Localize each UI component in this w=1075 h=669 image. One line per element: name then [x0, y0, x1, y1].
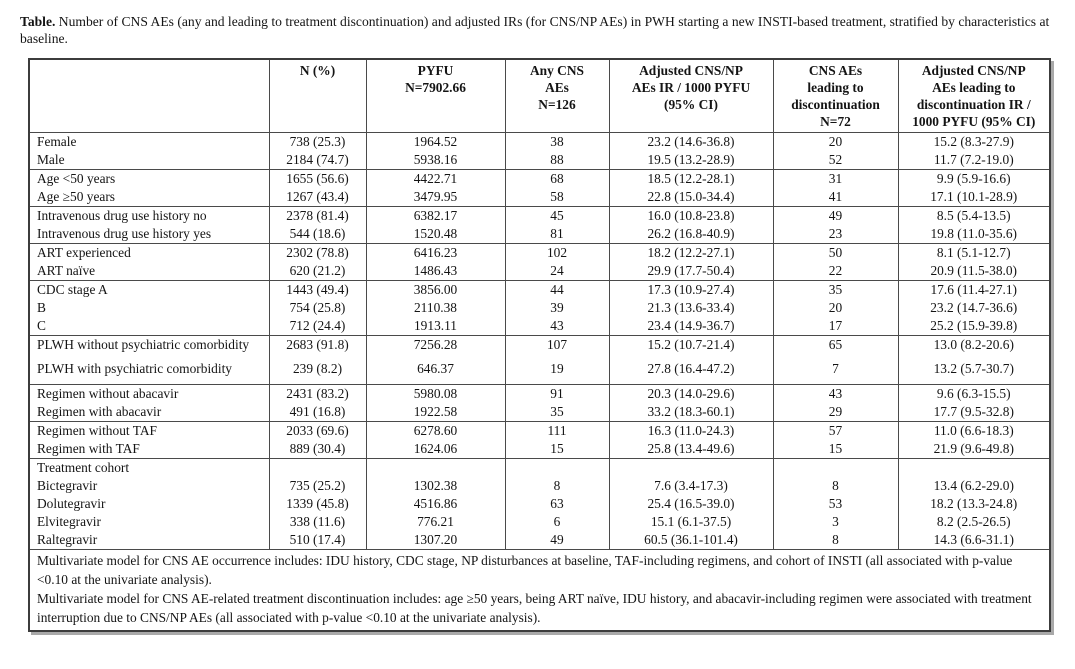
table-cell: 20	[773, 299, 898, 317]
table-cell: 21.3 (13.6-33.4)	[609, 299, 773, 317]
table-cell: 15	[773, 440, 898, 459]
table-caption-label: Table.	[20, 14, 56, 29]
table-cell	[773, 459, 898, 478]
table-cell: 14.3 (6.6-31.1)	[898, 531, 1050, 550]
table-cell: 13.0 (8.2-20.6)	[898, 336, 1050, 361]
table-row	[29, 151, 1050, 170]
table-cell: 13.2 (5.7-30.7)	[898, 360, 1050, 385]
table-cell: 1307.20	[366, 531, 505, 550]
table-cell: 338 (11.6)	[269, 513, 366, 531]
table-cell: 544 (18.6)	[269, 225, 366, 244]
table-row	[29, 207, 1050, 226]
column-header: Adjusted CNS/NP AEs IR / 1000 PYFU (95% CI)	[609, 59, 773, 133]
table-cell: 8	[505, 477, 609, 495]
row-label: Intravenous drug use history no	[29, 207, 269, 226]
table-cell: 9.6 (6.3-15.5)	[898, 385, 1050, 404]
table-cell: 31	[773, 170, 898, 189]
footnote-row	[29, 550, 1050, 632]
table-cell: 2431 (83.2)	[269, 385, 366, 404]
row-label: Male	[37, 152, 65, 167]
table-cell: 102	[505, 244, 609, 263]
table-cell: 2302 (78.8)	[269, 244, 366, 263]
table-cell: 19.5 (13.2-28.9)	[609, 151, 773, 170]
table-cell: 25.2 (15.9-39.8)	[898, 317, 1050, 336]
row-label: PLWH with psychiatric comorbidity	[37, 361, 232, 376]
table-cell: 81	[505, 225, 609, 244]
column-header: N (%)	[269, 59, 366, 133]
table-cell: 776.21	[366, 513, 505, 531]
table-cell: 18.5 (12.2-28.1)	[609, 170, 773, 189]
table-cell	[269, 459, 366, 478]
table-row	[29, 360, 1050, 385]
column-header: PYFU N=7902.66	[366, 59, 505, 133]
row-label: Raltegravir	[37, 532, 98, 547]
table-cell: 60.5 (36.1-101.4)	[609, 531, 773, 550]
table-cell: 39	[505, 299, 609, 317]
table-cell: 43	[505, 317, 609, 336]
table-cell: 491 (16.8)	[269, 403, 366, 422]
table-row	[29, 317, 1050, 336]
table-cell: 44	[505, 281, 609, 300]
table-cell: 91	[505, 385, 609, 404]
table-cell: 1624.06	[366, 440, 505, 459]
table-row	[29, 477, 1050, 495]
table-cell: 57	[773, 422, 898, 441]
table-cell	[366, 459, 505, 478]
table-cell: 2033 (69.6)	[269, 422, 366, 441]
table-row	[29, 299, 1050, 317]
row-label: Bictegravir	[37, 478, 98, 493]
row-label: ART experienced	[29, 244, 269, 263]
table-cell: 239 (8.2)	[269, 360, 366, 385]
data-table	[28, 58, 1051, 632]
table-cell: 17	[773, 317, 898, 336]
row-label: Age <50 years	[29, 170, 269, 189]
row-label: PLWH without psychiatric comorbidity	[29, 336, 269, 361]
table-cell: 53	[773, 495, 898, 513]
row-label: Regimen with TAF	[37, 441, 140, 456]
row-label: CDC stage A	[29, 281, 269, 300]
table-cell: 15.2 (10.7-21.4)	[609, 336, 773, 361]
table-row	[29, 440, 1050, 459]
row-label: ART naïve	[37, 263, 96, 278]
table-cell: 738 (25.3)	[269, 133, 366, 152]
table-header	[29, 59, 1050, 133]
table-cell: 3856.00	[366, 281, 505, 300]
table-cell: 52	[773, 151, 898, 170]
table-cell: 2683 (91.8)	[269, 336, 366, 361]
table-cell: 29	[773, 403, 898, 422]
table-cell: 29.9 (17.7-50.4)	[609, 262, 773, 281]
table-cell: 107	[505, 336, 609, 361]
table-cell: 23.2 (14.6-36.8)	[609, 133, 773, 152]
table-cell: 49	[773, 207, 898, 226]
table-cell: 1302.38	[366, 477, 505, 495]
row-label: Dolutegravir	[37, 496, 106, 511]
table-cell: 6416.23	[366, 244, 505, 263]
table-row	[29, 495, 1050, 513]
table-row	[29, 385, 1050, 404]
table-caption-text: Number of CNS AEs (any and leading to treatment discontinuation) and adjusted IRs (for CNS/NP AEs) in PWH starting a new INSTI-based treatment, stratified by characteristics at baseline.	[20, 14, 1050, 46]
column-header	[29, 59, 269, 133]
row-label: Regimen without abacavir	[29, 385, 269, 404]
table-cell: 38	[505, 133, 609, 152]
table-cell: 25.4 (16.5-39.0)	[609, 495, 773, 513]
table-cell: 8	[773, 531, 898, 550]
footnote-discontinuation-model: Multivariate model for CNS AE-related treatment discontinuation includes: age ≥50 years, being ART naïve, IDU history, and abacavir-including regimen were associated with treatment interruption due to CNS/NP AEs (all associated with p-value <0.10 at the univariate analysis).	[37, 591, 1032, 625]
table-cell: 27.8 (16.4-47.2)	[609, 360, 773, 385]
row-label: Female	[29, 133, 269, 152]
table-cell: 889 (30.4)	[269, 440, 366, 459]
table-cell: 13.4 (6.2-29.0)	[898, 477, 1050, 495]
table-cell: 88	[505, 151, 609, 170]
table-cell: 735 (25.2)	[269, 477, 366, 495]
table-cell: 18.2 (12.2-27.1)	[609, 244, 773, 263]
table-cell: 11.0 (6.6-18.3)	[898, 422, 1050, 441]
table-cell: 65	[773, 336, 898, 361]
table-cell: 15	[505, 440, 609, 459]
table-cell: 41	[773, 188, 898, 207]
table-cell: 7	[773, 360, 898, 385]
table-row	[29, 262, 1050, 281]
table-cell: 4516.86	[366, 495, 505, 513]
table-cell: 20.3 (14.0-29.6)	[609, 385, 773, 404]
table-cell: 24	[505, 262, 609, 281]
table-cell: 23.2 (14.7-36.6)	[898, 299, 1050, 317]
row-label: Elvitegravir	[37, 514, 101, 529]
table-cell: 17.6 (11.4-27.1)	[898, 281, 1050, 300]
table-cell: 6	[505, 513, 609, 531]
table-cell: 1486.43	[366, 262, 505, 281]
table-row	[29, 244, 1050, 263]
table-cell: 9.9 (5.9-16.6)	[898, 170, 1050, 189]
table-row	[29, 422, 1050, 441]
table-cell: 17.3 (10.9-27.4)	[609, 281, 773, 300]
table-cell: 63	[505, 495, 609, 513]
column-header: Any CNS AEs N=126	[505, 59, 609, 133]
table-cell: 1964.52	[366, 133, 505, 152]
table-row	[29, 459, 1050, 478]
table-row	[29, 281, 1050, 300]
table-cell: 20.9 (11.5-38.0)	[898, 262, 1050, 281]
table-cell: 21.9 (9.6-49.8)	[898, 440, 1050, 459]
table-cell: 111	[505, 422, 609, 441]
table-cell: 3479.95	[366, 188, 505, 207]
table-cell: 1267 (43.4)	[269, 188, 366, 207]
table-cell: 16.3 (11.0-24.3)	[609, 422, 773, 441]
row-label: Regimen with abacavir	[37, 404, 162, 419]
table-cell: 6278.60	[366, 422, 505, 441]
table-cell	[898, 459, 1050, 478]
table-cell: 35	[505, 403, 609, 422]
table-cell: 5980.08	[366, 385, 505, 404]
table-row	[29, 336, 1050, 361]
table-row	[29, 170, 1050, 189]
table-cell: 712 (24.4)	[269, 317, 366, 336]
table-footer	[29, 550, 1050, 632]
table-cell: 1655 (56.6)	[269, 170, 366, 189]
table-cell: 19.8 (11.0-35.6)	[898, 225, 1050, 244]
table-cell: 18.2 (13.3-24.8)	[898, 495, 1050, 513]
table-caption	[20, 13, 1055, 47]
row-label: Regimen without TAF	[29, 422, 269, 441]
table-cell: 510 (17.4)	[269, 531, 366, 550]
table-cell	[505, 459, 609, 478]
table-cell: 1443 (49.4)	[269, 281, 366, 300]
table-cell: 754 (25.8)	[269, 299, 366, 317]
table-row	[29, 188, 1050, 207]
table-cell: 16.0 (10.8-23.8)	[609, 207, 773, 226]
table-row	[29, 531, 1050, 550]
table-cell: 22	[773, 262, 898, 281]
table-cell: 11.7 (7.2-19.0)	[898, 151, 1050, 170]
table-cell: 25.8 (13.4-49.6)	[609, 440, 773, 459]
table-cell: 2184 (74.7)	[269, 151, 366, 170]
table-cell: 1339 (45.8)	[269, 495, 366, 513]
row-label: C	[37, 318, 46, 333]
table-body	[29, 133, 1050, 550]
table-cell: 15.1 (6.1-37.5)	[609, 513, 773, 531]
table-cell: 8	[773, 477, 898, 495]
table-cell: 19	[505, 360, 609, 385]
table-cell: 45	[505, 207, 609, 226]
table-cell: 15.2 (8.3-27.9)	[898, 133, 1050, 152]
table-cell: 20	[773, 133, 898, 152]
table-cell: 50	[773, 244, 898, 263]
table-cell: 2110.38	[366, 299, 505, 317]
table-cell: 68	[505, 170, 609, 189]
table-cell: 26.2 (16.8-40.9)	[609, 225, 773, 244]
table-cell: 58	[505, 188, 609, 207]
footnote-cell	[29, 550, 1050, 632]
row-label: Treatment cohort	[29, 459, 269, 478]
table-cell: 7.6 (3.4-17.3)	[609, 477, 773, 495]
table-cell: 8.5 (5.4-13.5)	[898, 207, 1050, 226]
table-cell: 8.2 (2.5-26.5)	[898, 513, 1050, 531]
table-cell: 646.37	[366, 360, 505, 385]
table-cell: 3	[773, 513, 898, 531]
table-cell: 8.1 (5.1-12.7)	[898, 244, 1050, 263]
table-cell	[609, 459, 773, 478]
table-cell: 620 (21.2)	[269, 262, 366, 281]
row-label: B	[37, 300, 46, 315]
table-cell: 1520.48	[366, 225, 505, 244]
table-cell: 2378 (81.4)	[269, 207, 366, 226]
row-label: Intravenous drug use history yes	[37, 226, 212, 241]
footnote-occurrence-model: Multivariate model for CNS AE occurrence includes: IDU history, CDC stage, NP disturbances at baseline, TAF-including regimens, and cohort of INSTI (all associated with p-value <0.10 at the univariate analysis).	[37, 553, 1013, 587]
table-cell: 17.7 (9.5-32.8)	[898, 403, 1050, 422]
table-cell: 35	[773, 281, 898, 300]
table-cell: 22.8 (15.0-34.4)	[609, 188, 773, 207]
table-row	[29, 403, 1050, 422]
table-row	[29, 513, 1050, 531]
table-cell: 6382.17	[366, 207, 505, 226]
table-cell: 23.4 (14.9-36.7)	[609, 317, 773, 336]
table-cell: 43	[773, 385, 898, 404]
table-cell: 7256.28	[366, 336, 505, 361]
table-row	[29, 225, 1050, 244]
column-header: CNS AEs leading to discontinuation N=72	[773, 59, 898, 133]
table-cell: 1922.58	[366, 403, 505, 422]
table-head-row	[29, 59, 1050, 133]
table-cell: 33.2 (18.3-60.1)	[609, 403, 773, 422]
row-label: Age ≥50 years	[37, 189, 115, 204]
table-cell: 4422.71	[366, 170, 505, 189]
table-cell: 49	[505, 531, 609, 550]
table-cell: 1913.11	[366, 317, 505, 336]
table-row	[29, 133, 1050, 152]
table-cell: 5938.16	[366, 151, 505, 170]
table-cell: 23	[773, 225, 898, 244]
column-header: Adjusted CNS/NP AEs leading to discontinuation IR / 1000 PYFU (95% CI)	[898, 59, 1050, 133]
table-cell: 17.1 (10.1-28.9)	[898, 188, 1050, 207]
